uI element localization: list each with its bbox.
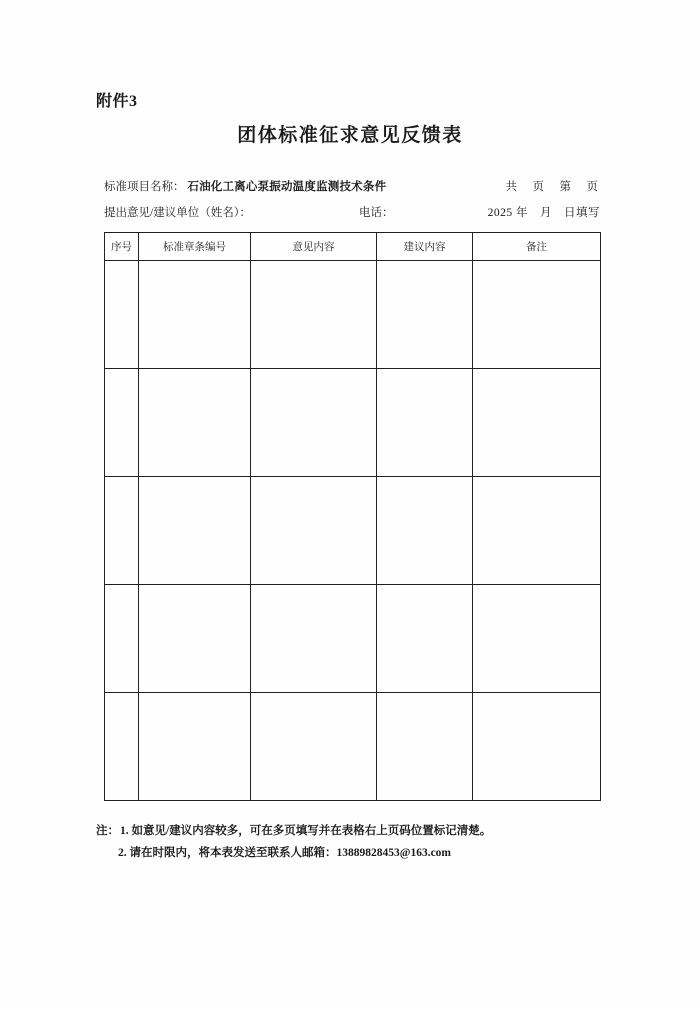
notes-block xyxy=(96,820,616,864)
cell-index[interactable] xyxy=(105,693,139,801)
note-line-2 xyxy=(96,842,616,864)
cell-clause[interactable] xyxy=(139,369,251,477)
cell-suggestion[interactable] xyxy=(377,585,473,693)
project-name-label: 标准项目名称： xyxy=(104,181,185,193)
column-header-opinion: 意见内容 xyxy=(251,233,377,261)
cell-opinion[interactable] xyxy=(251,261,377,369)
cell-index[interactable] xyxy=(105,261,139,369)
note-item-2: 2. 请在时限内，将本表发送至联系人邮箱：13889828453@163.com xyxy=(118,847,452,859)
phone-label: 电话： xyxy=(359,207,394,219)
cell-suggestion[interactable] xyxy=(377,261,473,369)
cell-suggestion[interactable] xyxy=(377,693,473,801)
cell-opinion[interactable] xyxy=(251,585,377,693)
table-row xyxy=(105,477,601,585)
attachment-label: 附件3 xyxy=(96,93,138,110)
cell-remark[interactable] xyxy=(473,369,601,477)
note-item-1: 1. 如意见/建议内容较多，可在多页填写并在表格右上页码位置标记清楚。 xyxy=(120,825,492,837)
cell-opinion[interactable] xyxy=(251,693,377,801)
column-header-remark: 备注 xyxy=(473,233,601,261)
meta-block xyxy=(104,174,600,226)
cell-index[interactable] xyxy=(105,585,139,693)
cell-clause[interactable] xyxy=(139,585,251,693)
submitter-label: 提出意见/建议单位（姓名）： xyxy=(104,207,251,219)
cell-remark[interactable] xyxy=(473,585,601,693)
project-name-value: 石油化工离心泵振动温度监测技术条件 xyxy=(187,181,387,193)
page-title: 团体标准征求意见反馈表 xyxy=(237,125,463,146)
table-row xyxy=(105,585,601,693)
cell-opinion[interactable] xyxy=(251,477,377,585)
feedback-table xyxy=(104,232,601,801)
notes-prefix: 注： xyxy=(96,825,119,837)
column-header-index: 序号 xyxy=(105,233,139,261)
page-count-label: 共 页 第 页 xyxy=(505,181,600,193)
meta-row-submitter xyxy=(104,200,600,226)
cell-index[interactable] xyxy=(105,477,139,585)
cell-opinion[interactable] xyxy=(251,369,377,477)
cell-suggestion[interactable] xyxy=(377,477,473,585)
table-header-row xyxy=(105,233,601,261)
meta-row-project xyxy=(104,174,600,200)
cell-clause[interactable] xyxy=(139,693,251,801)
column-header-suggestion: 建议内容 xyxy=(377,233,473,261)
table-row xyxy=(105,261,601,369)
cell-clause[interactable] xyxy=(139,477,251,585)
cell-remark[interactable] xyxy=(473,477,601,585)
cell-suggestion[interactable] xyxy=(377,369,473,477)
column-header-clause-number: 标准章条编号 xyxy=(139,233,251,261)
date-label: 2025 年 月 日填写 xyxy=(487,207,600,219)
cell-remark[interactable] xyxy=(473,693,601,801)
table-row xyxy=(105,693,601,801)
note-line-1 xyxy=(96,820,616,842)
table-row xyxy=(105,369,601,477)
cell-remark[interactable] xyxy=(473,261,601,369)
cell-clause[interactable] xyxy=(139,261,251,369)
cell-index[interactable] xyxy=(105,369,139,477)
